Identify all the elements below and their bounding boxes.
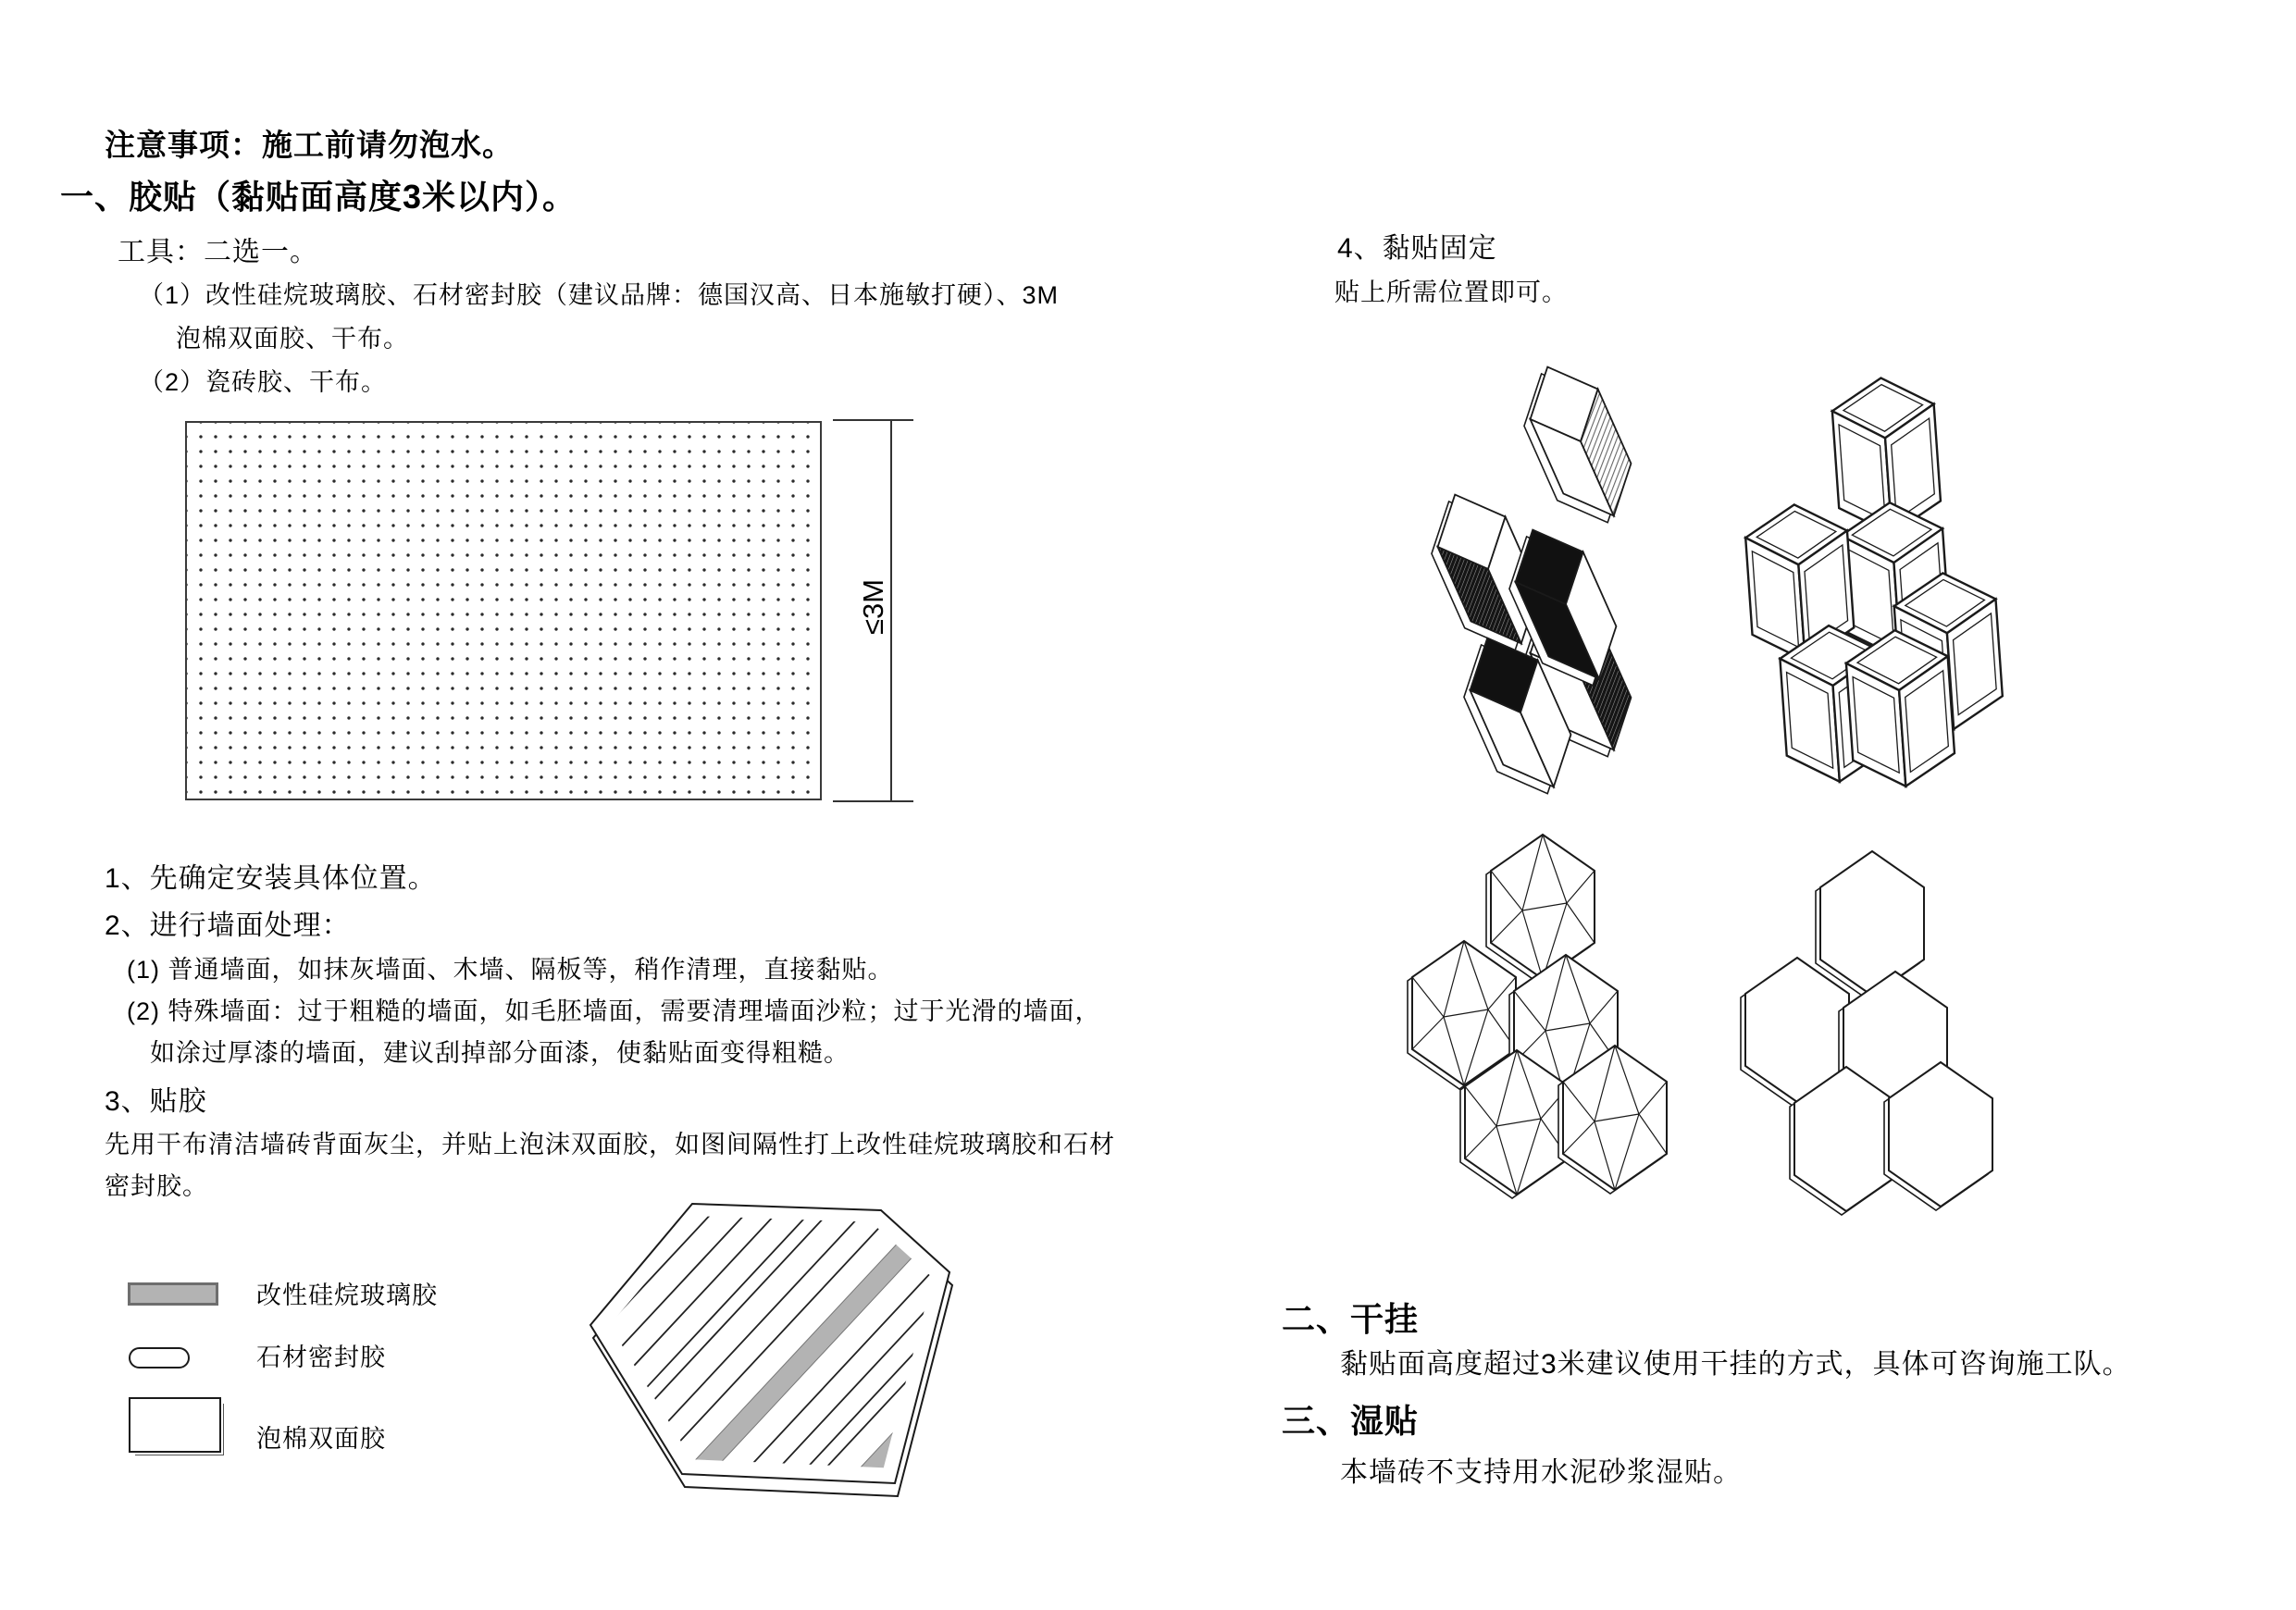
step-2-item-2-line1: (2) 特殊墙面：过于粗糙的墙面，如毛胚墙面，需要清理墙面沙粒；过于光滑的墙面， bbox=[127, 997, 1101, 1025]
hex-tile-adhesive-diagram bbox=[563, 1171, 979, 1546]
step-4-title: 4、黏贴固定 bbox=[1337, 233, 1497, 264]
legend-label-foam-tape: 泡棉双面胶 bbox=[256, 1425, 386, 1453]
legend-label-stone-sealant: 石材密封胶 bbox=[256, 1344, 386, 1371]
gray-bar-swatch bbox=[128, 1282, 218, 1306]
step-3-line2: 密封胶。 bbox=[105, 1172, 208, 1200]
hexagon-cluster-faceted bbox=[1396, 828, 1756, 1226]
step-2-item-2-line2: 如涂过厚漆的墙面，建议刮掉部分面漆，使黏贴面变得粗糙。 bbox=[150, 1039, 850, 1067]
tools-title: 工具：二选一。 bbox=[118, 237, 318, 267]
tile-top bbox=[1506, 352, 1649, 538]
step-3-line1: 先用干布清洁墙砖背面灰尘，并贴上泡沫双面胶，如图间隔性打上改性硅烷玻璃胶和石材 bbox=[105, 1131, 1115, 1158]
hexagon-cluster-plain bbox=[1729, 828, 2016, 1226]
tile-cluster-front-3d bbox=[1430, 335, 1735, 793]
tile-cluster-frame-3d bbox=[1732, 361, 2019, 800]
section1-title: 一、胶贴（黏贴面高度3米以内）。 bbox=[60, 178, 577, 216]
tool-option-2: （2）瓷砖胶、干布。 bbox=[139, 368, 388, 396]
legend-label-silane-glue: 改性硅烷玻璃胶 bbox=[256, 1282, 438, 1309]
plain-hex-top bbox=[1816, 851, 1924, 999]
step-2-title: 2、进行墙面处理： bbox=[105, 910, 351, 941]
wall-dotted-area-diagram bbox=[185, 421, 822, 800]
step-2-item-1: (1) 普通墙面，如抹灰墙面、木墙、隔板等，稍作清理，直接黏贴。 bbox=[127, 956, 894, 984]
step-3-title: 3、贴胶 bbox=[105, 1086, 207, 1117]
rect-outline-swatch bbox=[129, 1397, 221, 1453]
section3-title: 三、湿贴 bbox=[1282, 1402, 1420, 1440]
step-1: 1、先确定安装具体位置。 bbox=[105, 863, 437, 894]
section2-body: 黏贴面高度超过3米建议使用干挂的方式，具体可咨询施工队。 bbox=[1340, 1349, 2131, 1380]
section2-title: 二、干挂 bbox=[1282, 1300, 1420, 1338]
faceted-hex-top bbox=[1486, 835, 1595, 983]
tool-option-1-line2: 泡棉双面胶、干布。 bbox=[176, 325, 409, 353]
tool-option-1-line1: （1）改性硅烷玻璃胶、石材密封胶（建议品牌：德国汉高、日本施敏打硬）、3M bbox=[139, 281, 1060, 309]
step-4-body: 贴上所需位置即可。 bbox=[1334, 279, 1568, 306]
section3-body: 本墙砖不支持用水泥砂浆湿贴。 bbox=[1340, 1457, 1742, 1488]
height-dimension-label: ≤3M bbox=[857, 578, 889, 636]
pill-outline-swatch bbox=[129, 1347, 190, 1368]
notice-line: 注意事项：施工前请勿泡水。 bbox=[105, 128, 514, 162]
